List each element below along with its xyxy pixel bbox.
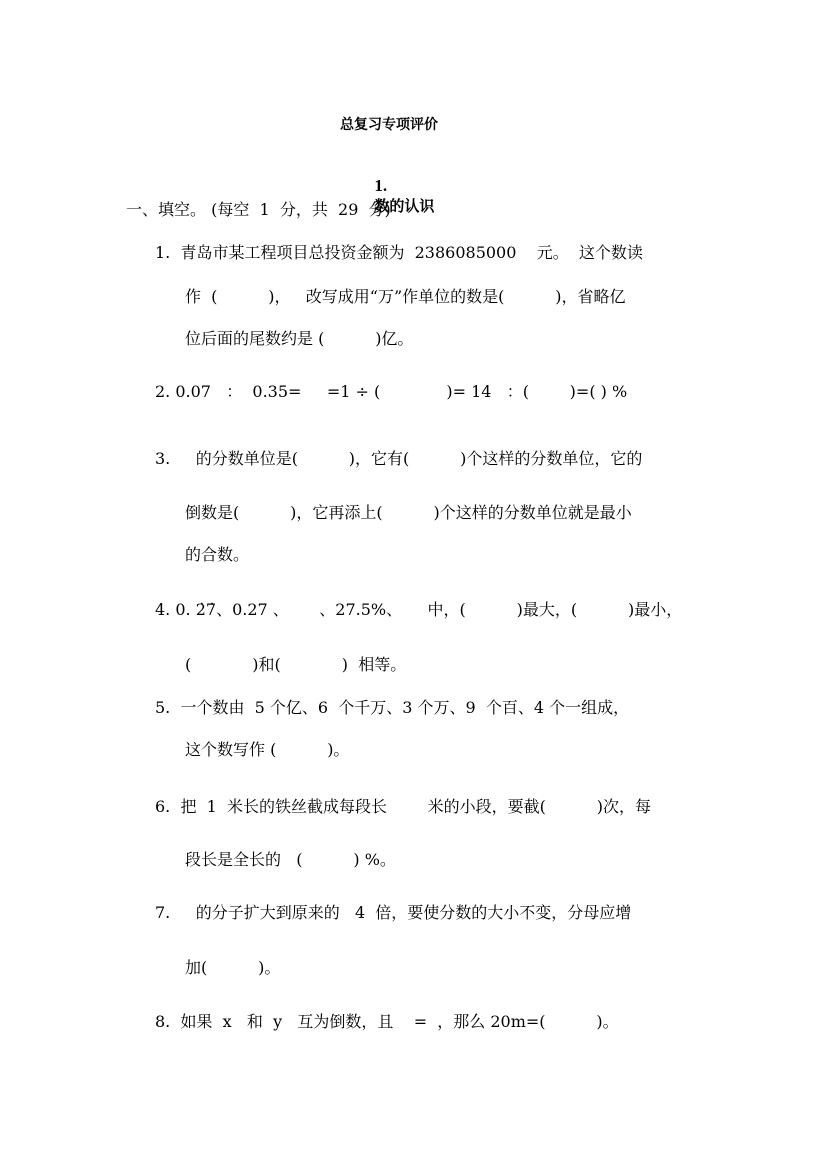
question-6-line-2: 段长是全长的 ( ) %。 [185, 850, 396, 869]
section-heading: 一、填空。 (每空 1 分，共 29 分) [126, 200, 391, 219]
question-3-line-3: 的合数。 [185, 545, 250, 564]
question-3-line-2: 倒数是( )，它再添上( )个这样的分数单位就是最小 [185, 503, 632, 522]
question-8-line-1: 8. 如果 x 和 y 互为倒数，且 = ，那么 20m=( )。 [155, 1012, 619, 1031]
subtitle-number: 1. [374, 176, 388, 195]
question-5-line-1: 5. 一个数由 5 个亿、6 个千万、3 个万、9 个百、4 个一组成， [155, 698, 630, 717]
question-3-line-1: 3. 的分数单位是( )，它有( )个这样的分数单位，它的 [155, 449, 643, 468]
section-subtitle [354, 156, 434, 236]
question-1-line-1: 1. 青岛市某工程项目总投资金额为 2386085000 元。 这个数读 [155, 243, 643, 262]
subtitle-text: 数的认识 [374, 197, 435, 215]
question-1-line-2: 作 ( )， 改写成用“万”作单位的数是( )，省略亿 [185, 287, 626, 306]
question-7-line-2: 加( )。 [185, 958, 281, 977]
question-1-line-3: 位后面的尾数约是 ( )亿。 [185, 329, 414, 348]
document-title: 总复习专项评价 [340, 117, 438, 133]
question-4-line-2: ( )和( ) 相等。 [185, 655, 407, 674]
question-7-line-1: 7. 的分子扩大到原来的 4 倍，要使分数的大小不变，分母应增 [155, 903, 632, 922]
question-6-line-1: 6. 把 1 米长的铁丝截成每段长 米的小段，要截( )次，每 [155, 797, 651, 816]
question-2-line-1: 2. 0.07 ： 0.35= =1 ÷ ( )= 14 ：( )=( ) % [155, 382, 628, 401]
question-4-line-1: 4. 0. 2̇7̇、0.27 、 、27.5%、 中，( )最大，( )最小， [155, 600, 683, 619]
question-5-line-2: 这个数写作 ( )。 [185, 740, 350, 759]
